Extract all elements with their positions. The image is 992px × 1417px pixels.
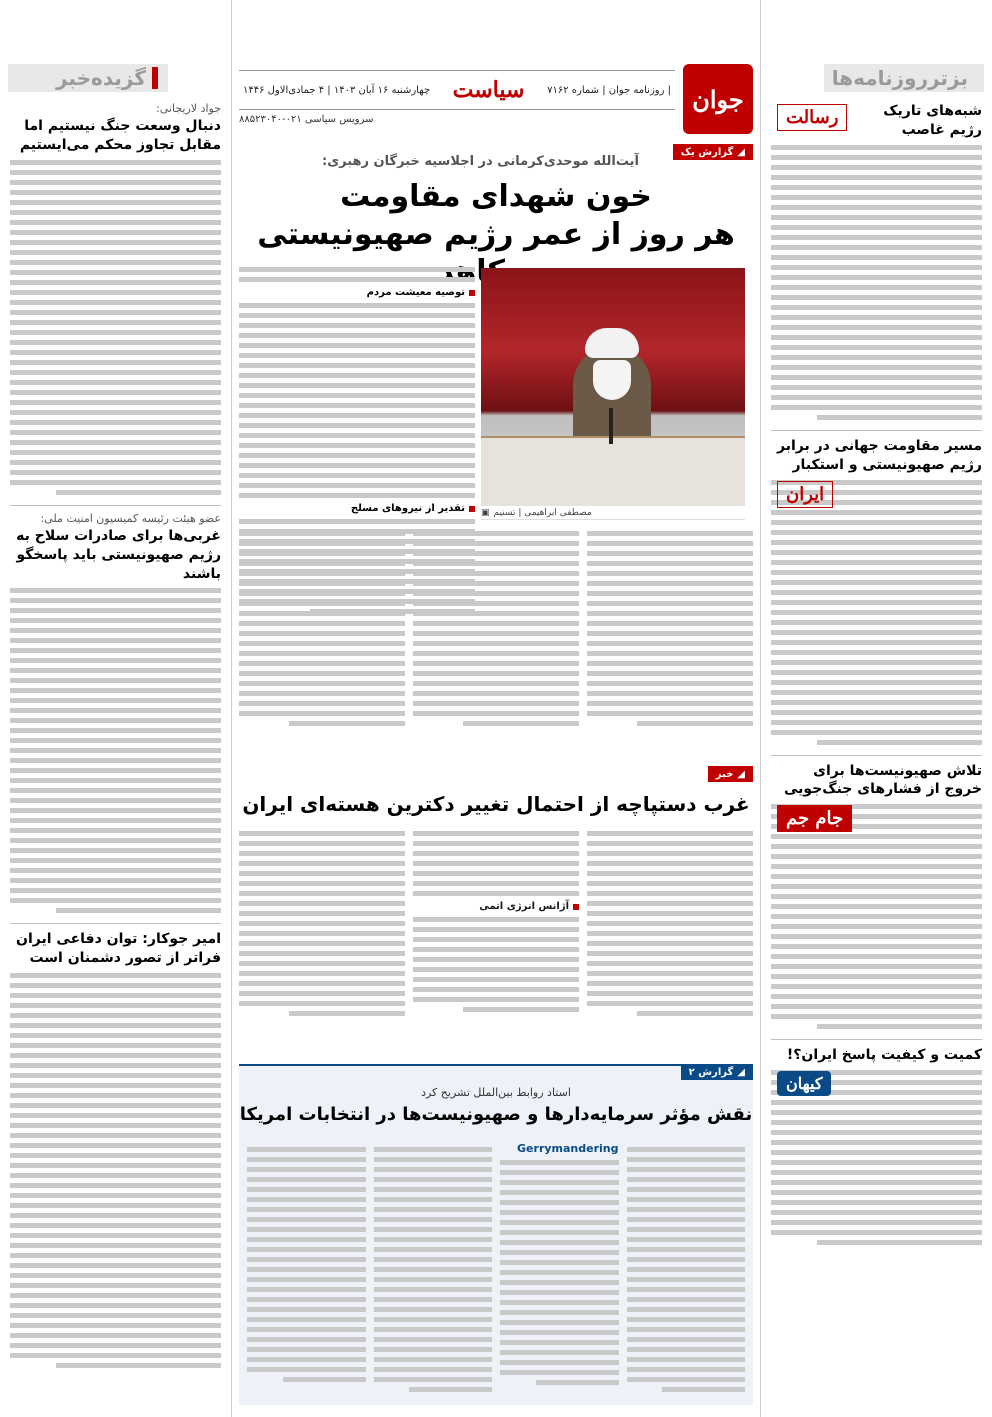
boxed-report-tag — [681, 1064, 753, 1080]
main-content — [233, 0, 759, 1417]
headline-line-1: خون شهدای مقاومت — [340, 179, 652, 214]
press-item-title[interactable]: شبه‌های تاریک رژیم غاصب — [883, 103, 982, 138]
digest-kicker: عضو هیئت رئیسه کمیسیون امنیت ملی: — [40, 511, 221, 525]
bullet-icon — [573, 904, 579, 910]
section-marker — [152, 67, 158, 89]
press-item-title[interactable]: کمیت و کیفیت پاسخ ایران؟! — [786, 1047, 982, 1064]
boxed-pull-term: Gerrymandering — [517, 1142, 619, 1155]
press-review-tab — [824, 64, 984, 92]
service-phone: سرویس سیاسی ۰۲۱-۸۸۵۲۳۰۴۰ — [239, 114, 374, 125]
boxed-body — [247, 1142, 745, 1397]
lead-photo[interactable] — [481, 268, 745, 506]
news-digest-tab — [8, 64, 168, 92]
tag-arrow-icon: ◢ — [737, 1066, 745, 1078]
date-info: چهارشنبه ۱۶ آبان ۱۴۰۳ | ۴ جمادی‌الاول ۱۴۴۶ — [243, 84, 430, 96]
digest-body — [10, 160, 221, 495]
boxed-report — [239, 1064, 753, 1405]
bullet-icon — [469, 506, 475, 512]
news-digest-label: گزیده‌خبر — [56, 66, 146, 90]
digest-kicker: جواد لاریجانی: — [156, 102, 221, 115]
caption-text: مصطفی ابراهیمی | تسنیم — [493, 507, 592, 518]
source-logo-iran: ایران — [777, 481, 833, 508]
press-item-title[interactable]: مسیر مقاومت جهانی در برابر رژیم صهیونیستی و استکبار — [776, 437, 982, 473]
sidebar-divider — [771, 755, 982, 756]
boxed-tag-label: گزارش ۲ — [688, 1066, 734, 1078]
masthead-info-row — [239, 70, 675, 110]
tag-arrow-icon: ◢ — [737, 146, 745, 158]
boxed-kicker: استاد روابط بین‌الملل تشریح کرد — [421, 1086, 571, 1099]
brand-logo[interactable]: جوان — [683, 64, 753, 134]
source-logo-jamejam: جام جم — [777, 805, 852, 832]
sidebar-divider — [771, 1039, 982, 1040]
source-logo-resalat: رسالت — [777, 104, 847, 131]
press-item[interactable] — [771, 762, 982, 1030]
mid-story-headline[interactable]: غرب دستپاچه از احتمال تغییر دکترین هسته‌ای ایران — [242, 792, 750, 816]
section-title: سیاست — [452, 77, 525, 103]
press-item[interactable] — [771, 1046, 982, 1245]
digest-item[interactable] — [10, 512, 221, 914]
news-tag-label: خبر — [715, 768, 734, 780]
digest-body — [10, 973, 221, 1368]
mid-story-body — [239, 826, 753, 1058]
digest-title[interactable]: امیر جوکار: توان دفاعی ایران فراتر از تصور دشمنان است — [16, 931, 221, 967]
digest-body — [10, 588, 221, 913]
sidebar-divider — [10, 505, 221, 506]
press-item[interactable] — [771, 102, 982, 420]
digest-title[interactable]: غربی‌ها برای صادرات سلاح به رژیم صهیونیستی باید پاسخگو باشند — [16, 527, 221, 582]
press-item-body — [771, 480, 982, 745]
digest-title[interactable]: دنبال وسعت جنگ نیستیم اما مقابل تجاوز محکم می‌ایستیم — [19, 118, 221, 153]
press-item-body — [771, 145, 982, 420]
lead-subhead: تقدیر از نیروهای مسلح — [239, 503, 475, 514]
issue-info: | روزنامه جوان | شماره ۷۱۶۲ — [547, 84, 671, 96]
masthead — [239, 64, 753, 134]
left-sidebar — [0, 0, 232, 1417]
digest-item[interactable] — [10, 930, 221, 1368]
sidebar-divider — [771, 430, 982, 431]
sidebar-divider — [10, 923, 221, 924]
press-item-body — [771, 1070, 982, 1245]
mid-story-subhead: آژانس انرژی اتمی — [413, 901, 579, 912]
boxed-title[interactable]: نقش مؤثر سرمایه‌دارها و صهیونیست‌ها در انتخابات امریکا — [239, 1104, 753, 1125]
lead-subhead: توصیه معیشت مردم — [239, 287, 475, 298]
report-tag — [673, 144, 753, 160]
news-tag — [708, 766, 753, 782]
digest-item[interactable] — [10, 102, 221, 495]
tag-arrow-icon: ◢ — [737, 768, 745, 780]
press-review-label: بزترروزنامه‌ها — [831, 66, 968, 90]
press-item-title[interactable]: تلاش صهیونیست‌ها برای خروج از فشارهای جنگ‌جویی — [783, 762, 982, 798]
press-item-body — [771, 804, 982, 1029]
headline-line-2: هر روز از عمر رژیم صهیونیستی — [257, 216, 735, 252]
photo-caption — [481, 506, 745, 520]
right-sidebar — [760, 0, 992, 1417]
camera-icon: ▣ — [481, 507, 490, 518]
source-logo-kayhan: کیهان — [777, 1071, 831, 1096]
bullet-icon — [469, 290, 475, 296]
report-tag-label: گزارش یک — [680, 146, 734, 158]
lead-kicker: آیت‌الله موحدی‌کرمانی در اجلاسیه خبرگان رهبری: — [322, 154, 639, 169]
press-item[interactable] — [771, 437, 982, 745]
lead-body-columns — [239, 526, 753, 762]
